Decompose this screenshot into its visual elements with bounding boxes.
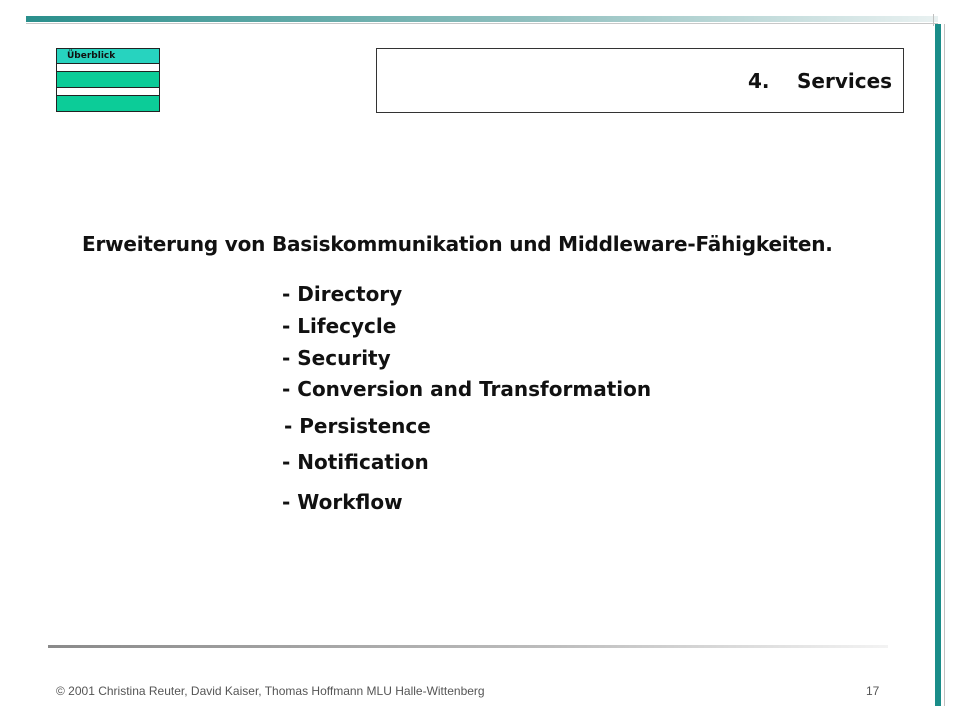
list-item: - Security <box>282 346 391 370</box>
list-item: - Directory <box>282 282 403 306</box>
right-accent-bar <box>935 24 941 706</box>
list-item: - Notification <box>282 450 429 474</box>
top-divider <box>26 23 938 24</box>
overview-item-active[interactable] <box>56 48 160 64</box>
list-item: - Workflow <box>282 490 403 514</box>
section-title-box <box>376 48 904 113</box>
overview-navigator <box>56 48 160 112</box>
overview-label: Überblick <box>67 51 116 61</box>
footer-divider <box>48 645 888 648</box>
list-item: - Conversion and Transformation <box>282 377 652 401</box>
section-number: 4. <box>748 69 770 93</box>
overview-item[interactable] <box>56 95 160 112</box>
list-item: - Lifecycle <box>282 314 397 338</box>
top-gradient-bar <box>26 16 938 22</box>
footer-copyright: © 2001 Christina Reuter, David Kaiser, Thomas Hoffmann MLU Halle-Wittenberg <box>56 684 485 698</box>
slide-subtitle: Erweiterung von Basiskommunikation und Middleware-Fähigkeiten. <box>82 232 833 256</box>
right-frame-line <box>944 24 945 706</box>
list-item: - Persistence <box>284 414 431 438</box>
page-number: 17 <box>866 684 880 698</box>
overview-item[interactable] <box>56 71 160 88</box>
section-title: Services <box>797 69 893 93</box>
right-frame-tick <box>933 14 934 26</box>
